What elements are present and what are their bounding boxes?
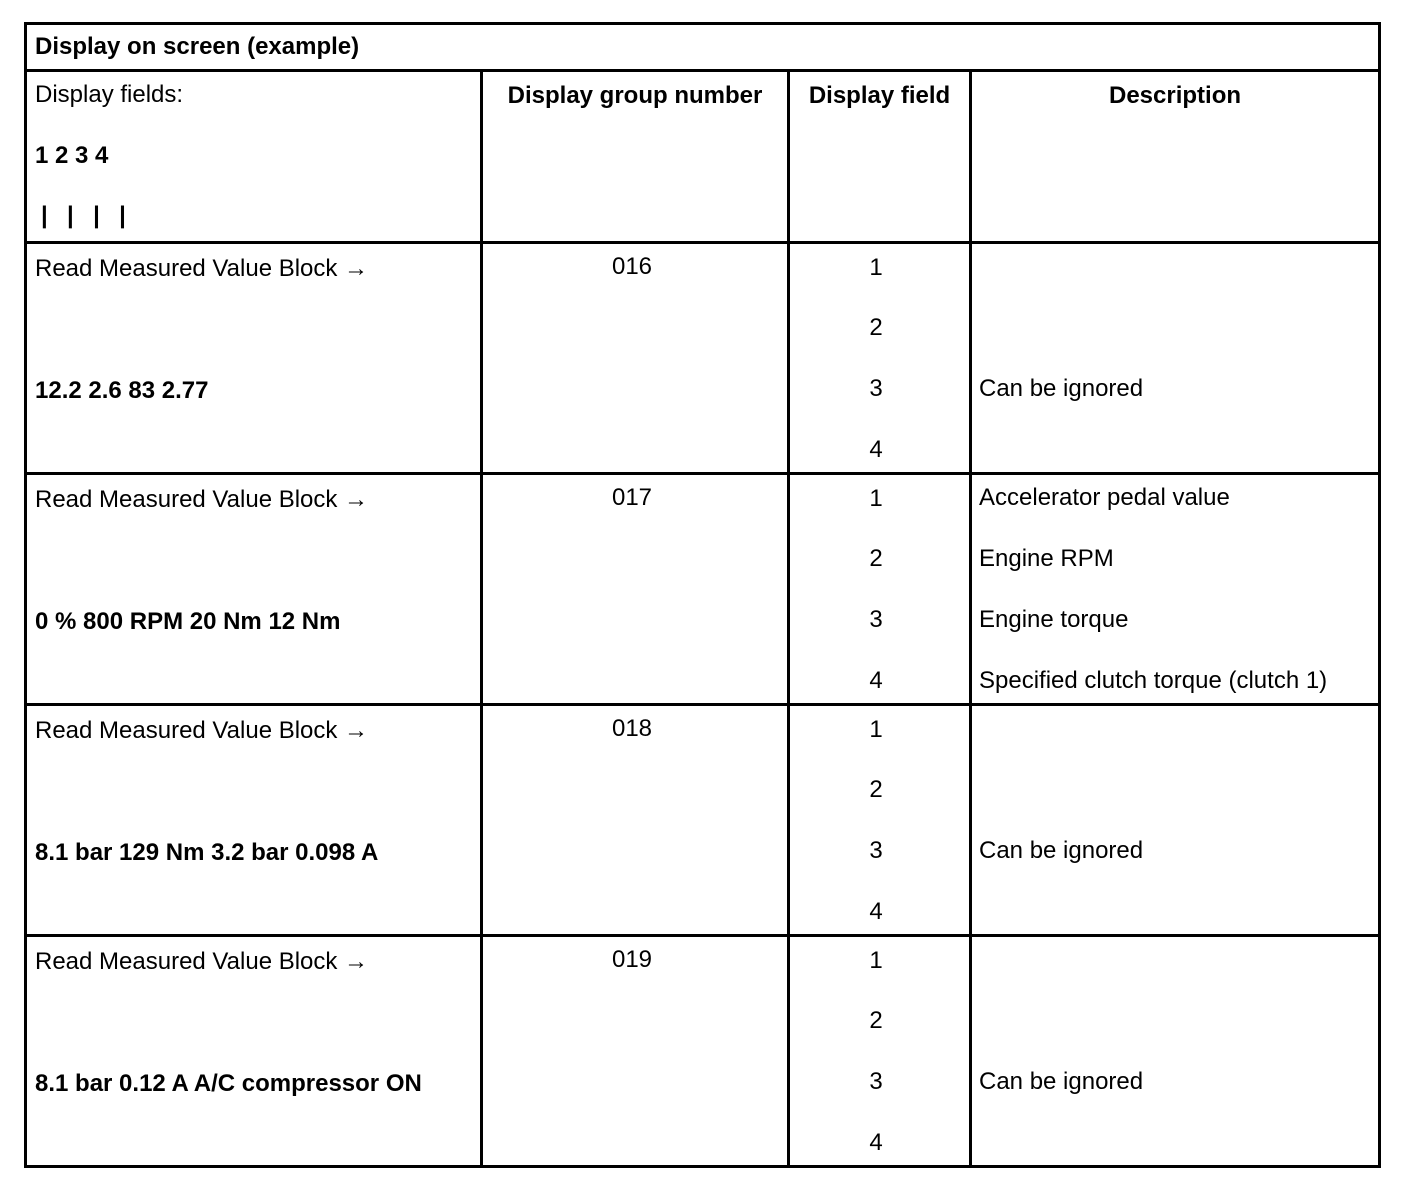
display-field-number: 2 (869, 1007, 883, 1034)
group-number: 016 (611, 253, 653, 280)
group-number: 018 (611, 715, 653, 742)
display-field-number: 2 (869, 776, 883, 803)
display-field-number: 3 (869, 837, 883, 864)
header-group-number: Display group number (507, 82, 763, 109)
display-field-number: 4 (869, 436, 883, 463)
column-divider (480, 69, 483, 1165)
row-label: Read Measured Value Block → (35, 255, 369, 282)
row-values: 0 % 800 RPM 20 Nm 12 Nm (35, 608, 341, 635)
display-field-number: 3 (869, 606, 883, 633)
field-description: Engine RPM (979, 545, 1114, 572)
row-divider (27, 472, 1378, 475)
field-description: Specified clutch torque (clutch 1) (979, 667, 1328, 694)
display-fields-numbers: 1 2 3 4 (35, 142, 109, 169)
field-description: Accelerator pedal value (979, 484, 1230, 511)
header-divider (27, 241, 1378, 244)
row-divider (27, 934, 1378, 937)
row-values: 8.1 bar 0.12 A A/C compressor ON (35, 1070, 422, 1097)
display-field-number: 2 (869, 545, 883, 572)
row-label: Read Measured Value Block → (35, 486, 369, 513)
measured-value-table (24, 22, 1381, 1168)
group-number: 019 (611, 946, 653, 973)
field-description: Engine torque (979, 606, 1129, 633)
header-display-field: Display field (808, 82, 951, 109)
display-field-number: 2 (869, 314, 883, 341)
display-field-number: 1 (869, 947, 883, 974)
display-field-number: 3 (869, 1068, 883, 1095)
display-field-number: 1 (869, 716, 883, 743)
display-field-number: 3 (869, 375, 883, 402)
field-description: Can be ignored (979, 375, 1144, 402)
field-description: Can be ignored (979, 1068, 1144, 1095)
display-fields-label: Display fields: (35, 81, 184, 108)
table-title: Display on screen (example) (35, 33, 360, 60)
row-values: 8.1 bar 129 Nm 3.2 bar 0.098 A (35, 839, 379, 866)
group-number: 017 (611, 484, 653, 511)
row-divider (27, 703, 1378, 706)
title-divider (27, 69, 1378, 72)
display-field-number: 4 (869, 898, 883, 925)
row-label: Read Measured Value Block → (35, 948, 369, 975)
display-field-number: 1 (869, 485, 883, 512)
display-field-number: 4 (869, 1129, 883, 1156)
header-description: Description (1108, 82, 1242, 109)
display-field-number: 4 (869, 667, 883, 694)
display-field-number: 1 (869, 254, 883, 281)
row-label: Read Measured Value Block → (35, 717, 369, 744)
column-divider (969, 69, 972, 1165)
row-values: 12.2 2.6 83 2.77 (35, 377, 209, 404)
display-fields-ticks: | | | | (41, 202, 128, 229)
field-description: Can be ignored (979, 837, 1144, 864)
